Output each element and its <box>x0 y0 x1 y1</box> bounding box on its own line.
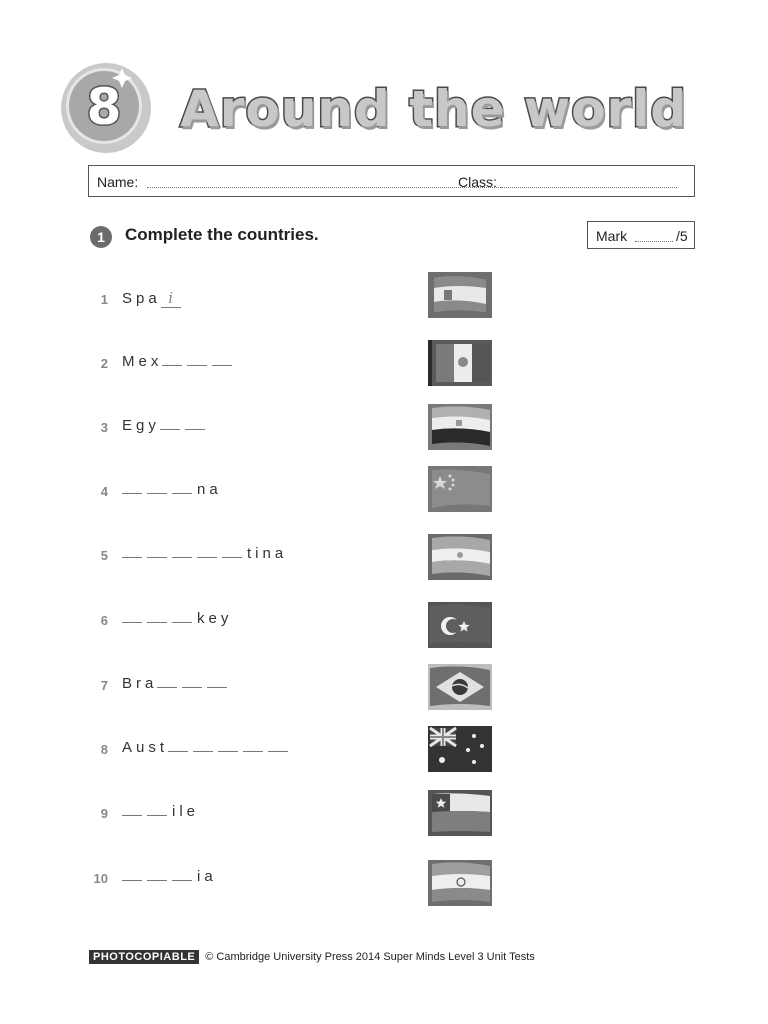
country-word <box>122 803 199 820</box>
letter-blank[interactable] <box>212 355 232 366</box>
item-number: 1 <box>100 292 108 307</box>
country-word <box>122 610 232 627</box>
letter-blank[interactable] <box>182 677 202 688</box>
letter-blank[interactable] <box>222 547 242 558</box>
chile-flag <box>428 790 492 836</box>
item-number: 5 <box>100 548 108 563</box>
country-word <box>122 739 293 756</box>
copyright-text: © Cambridge University Press 2014 Super Minds Level 3 Unit Tests <box>205 951 535 963</box>
india-flag <box>428 860 492 906</box>
item-number: 8 <box>100 742 108 757</box>
exercise-instruction: Complete the countries. <box>125 225 319 244</box>
letter-blank[interactable] <box>185 419 205 430</box>
word-prefix: Mex <box>122 353 163 370</box>
letter-blank[interactable] <box>218 741 238 752</box>
letter-blank[interactable] <box>172 612 192 623</box>
letter-blank[interactable] <box>168 741 188 752</box>
word-prefix: Egy <box>122 417 160 434</box>
mark-total: /5 <box>676 228 688 244</box>
letter-blank[interactable] <box>193 741 213 752</box>
letter-blank[interactable] <box>207 677 227 688</box>
australia-flag <box>428 726 492 772</box>
letter-blank[interactable] <box>122 547 142 558</box>
letter-blank[interactable] <box>157 677 177 688</box>
name-class-box <box>88 165 695 197</box>
letter-blank[interactable] <box>172 547 192 558</box>
country-word <box>122 417 210 434</box>
exercise-number: 1 <box>90 226 112 248</box>
country-word <box>122 353 237 370</box>
letter-blank[interactable] <box>122 612 142 623</box>
item-number: 7 <box>100 678 108 693</box>
name-label: Name: <box>97 174 139 190</box>
item-number: 9 <box>100 806 108 821</box>
word-suffix: ile <box>172 803 200 820</box>
letter-blank[interactable] <box>147 612 167 623</box>
brazil-flag <box>428 664 492 710</box>
class-label: Class: <box>458 174 497 190</box>
letter-blank[interactable] <box>172 483 192 494</box>
letter-blank[interactable] <box>147 547 167 558</box>
letter-blank[interactable] <box>187 355 207 366</box>
photocopiable-badge: PHOTOCOPIABLE <box>89 950 199 964</box>
country-word <box>122 545 287 562</box>
word-suffix: key <box>197 610 233 627</box>
letter-blank[interactable] <box>172 870 192 881</box>
letter-blank[interactable] <box>197 547 217 558</box>
word-suffix: tina <box>247 545 288 562</box>
item-number: 6 <box>100 613 108 628</box>
item-number: 3 <box>100 420 108 435</box>
word-prefix: Spa <box>122 290 161 307</box>
word-suffix: na <box>197 481 222 498</box>
letter-blank[interactable] <box>147 870 167 881</box>
page-title: Around the world <box>180 80 688 138</box>
letter-blank[interactable] <box>160 419 180 430</box>
mark-label: Mark <box>596 228 628 244</box>
footer <box>89 951 535 963</box>
letter-blank[interactable] <box>162 355 182 366</box>
turkey-flag <box>428 602 492 648</box>
letter-blank[interactable] <box>147 483 167 494</box>
item-number: 2 <box>100 356 108 371</box>
letter-blank[interactable] <box>122 870 142 881</box>
china-flag <box>428 466 492 512</box>
egypt-flag <box>428 404 492 450</box>
unit-number-badge <box>60 62 152 154</box>
country-word <box>122 289 186 308</box>
mark-field[interactable] <box>635 241 673 242</box>
handwritten-answer[interactable]: i <box>161 289 181 308</box>
item-number: 10 <box>93 871 108 886</box>
unit-number: 8 <box>86 78 122 136</box>
word-suffix: ia <box>197 868 217 885</box>
word-prefix: Bra <box>122 675 158 692</box>
letter-blank[interactable] <box>122 805 142 816</box>
word-prefix: Aust <box>122 739 169 756</box>
class-field[interactable] <box>501 187 677 188</box>
mexico-flag <box>428 340 492 386</box>
spain-flag <box>428 272 492 318</box>
letter-blank[interactable] <box>243 741 263 752</box>
argentina-flag <box>428 534 492 580</box>
country-word <box>122 675 232 692</box>
letter-blank[interactable] <box>268 741 288 752</box>
mark-box <box>587 221 695 249</box>
letter-blank[interactable] <box>122 483 142 494</box>
item-number: 4 <box>100 484 108 499</box>
country-word <box>122 481 222 498</box>
country-word <box>122 868 217 885</box>
letter-blank[interactable] <box>147 805 167 816</box>
